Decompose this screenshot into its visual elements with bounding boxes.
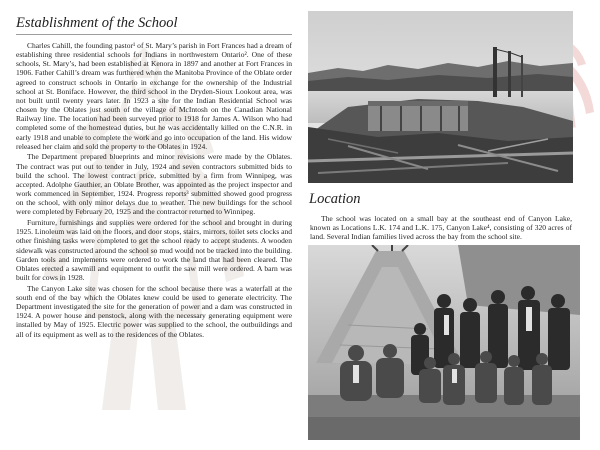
- paragraph-4: The Canyon Lake site was chosen for the school because there was a waterfall at the south end of the bay which the Oblates knew could be used to generate electricity. The Department investigated the site for the generation of power and a dam was constructed in 1924. A power house and penstock, along with the necessary generating equipment were installed by May of 1925. Electric power was supplied to the school, the outbuildings and all of its equipment as well as to the residences of the Oblates.: [16, 283, 292, 339]
- dam-photo: [308, 11, 573, 183]
- paragraph-1: Charles Cahill, the founding pastor¹ of St. Mary’s parish in Fort Frances had a dream of establishing three residential schools for Indians in northwestern Ontario². One of these schools, St. Mary’s, had been established at Kenora in 1897 and another at Fort Frances in 1906. Father Cahill’s dream was furthered when the Manitoba Province of the Oblate order agreed to construct schools in Ontario in exchange for the ownership of the Industrial school at St. Boniface. However, the third school in the Dryden-Sioux Lookout area, was not built until twenty years later. In 1923 a site for the Indian Residential School was chosen by the Oblates just south of the village of McIntosh on the Canadian National Railway line. The location had been surveyed prior to 1918 for James A. Wilson who had completed some of the homestead duties, but he was accidentally killed on the C.N.R. in early 1918 and unable to complete the work and go into occupation of the land. His widow released her claim and sold the property to the Oblates in 1924.: [16, 41, 292, 151]
- right-page: [300, 0, 600, 450]
- location-paragraph: The school was located on a small bay at the southeast end of Canyon Lake, known as Locations L.K. 174 and L.K. 175, Canyon Lake⁴, consisting of 320 acres of land. Several Indian families lived across the bay from the school site.: [310, 214, 572, 242]
- title-divider: [16, 34, 292, 35]
- paragraph-3: Furniture, furnishings and supplies were ordered for the school and brought in during 1925. Linoleum was laid on the floors, and door stops, stairs, mirrors, toilet sets clocks and other finishing tasks were completed to get the school ready to accept students. A wooden sidewalk was constructed around the school so mud would not be tracked into the building. Garden tools and implements were ordered to work the land that had been cleared. The Oblates erected a sawmill and equipment to outfit the saw mill were ordered. A barn was built for cows in 1928.: [16, 218, 292, 283]
- section-title: Establishment of the School: [16, 15, 178, 31]
- body-text: [16, 41, 292, 340]
- paragraph-2: The Department prepared blueprints and minor revisions were made by the Oblates. The contract was put out to tender in July, 1924 and seven contractors submitted bids to build the school. The lowest contract price, submitted by a firm from Winnipeg, was accepted. Adolphe Gauthier, an Oblate Brother, was appointed as the project inspector and work commenced in September, 1924. Progress reports³ submitted showed good progress on the school, with only minor delays due to weather. The new buildings for the school were completed by February 20, 1925 and the contractor returned to Winnipeg.: [16, 152, 292, 217]
- group-photo: [308, 245, 580, 440]
- location-title: Location: [309, 191, 361, 207]
- left-page: [0, 0, 298, 450]
